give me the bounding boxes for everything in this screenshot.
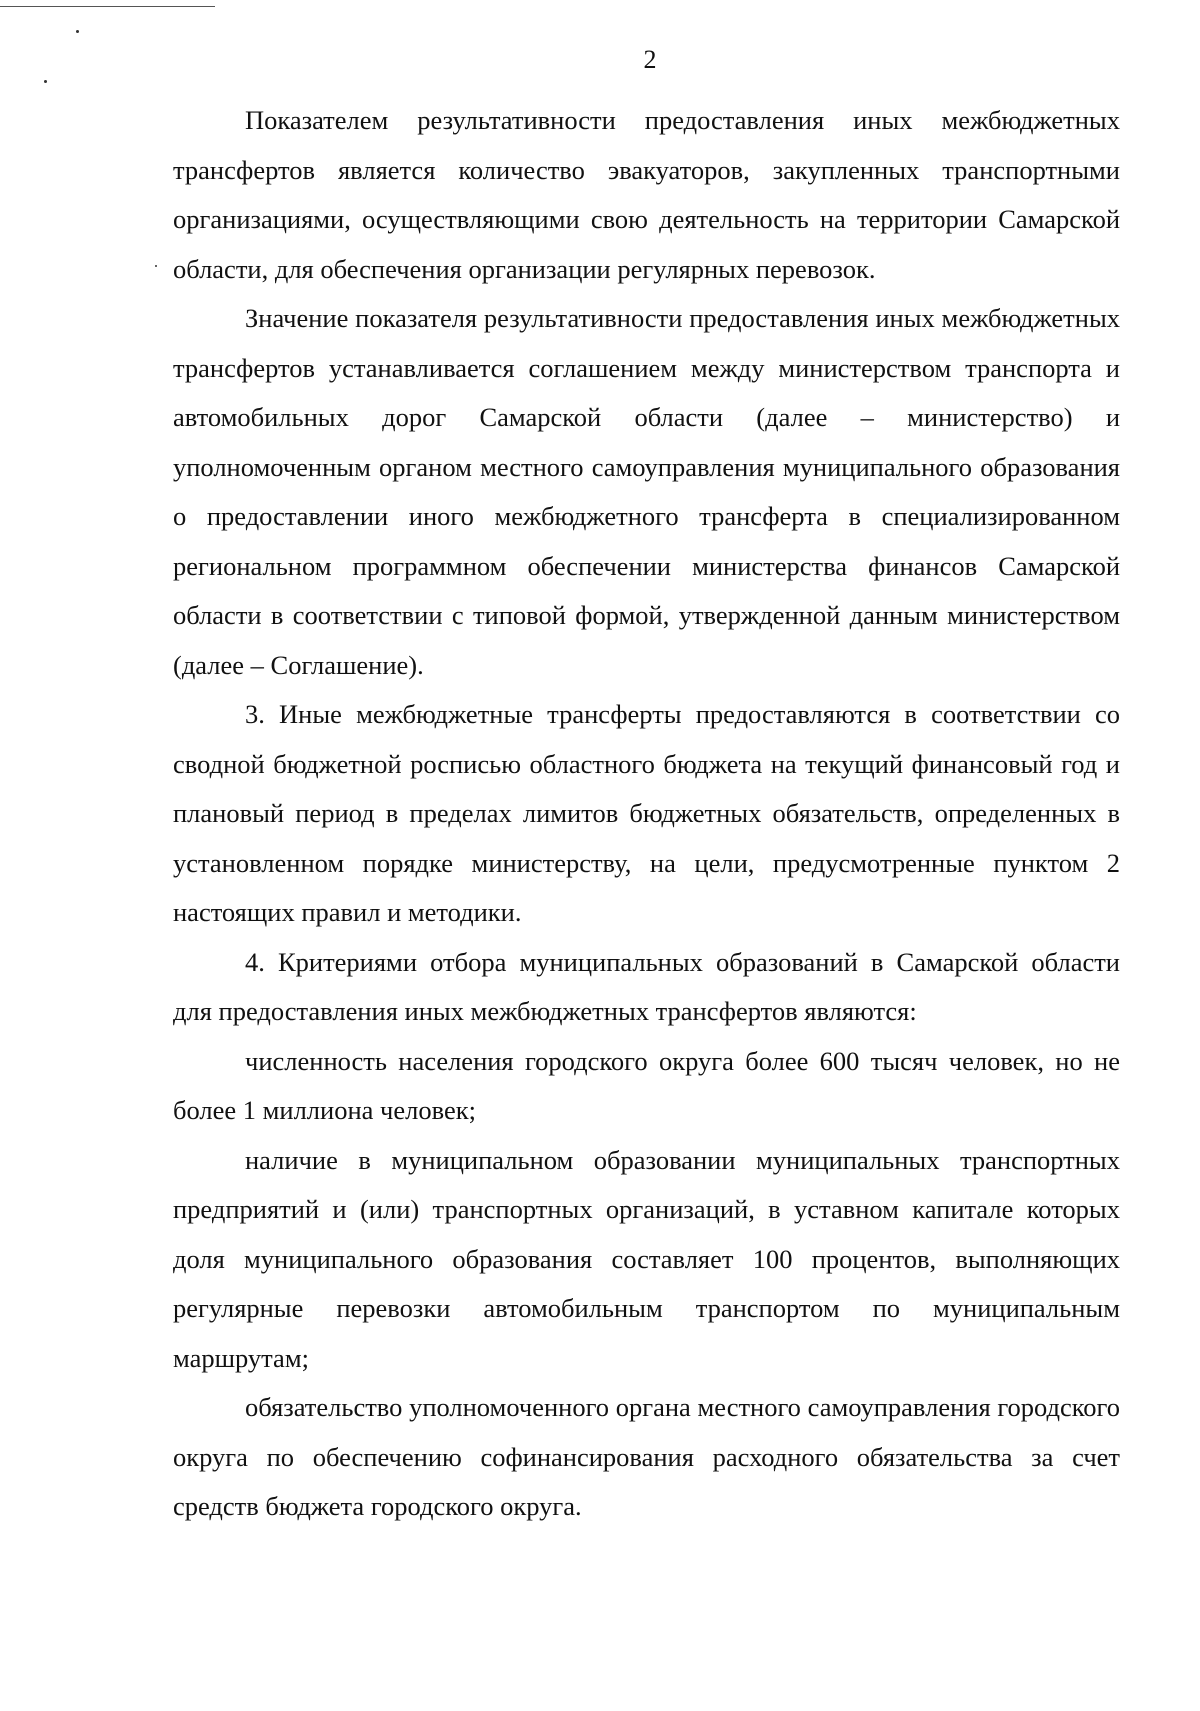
scan-top-edge-line [0,6,215,7]
document-body [173,96,1120,1532]
paragraph-criterion-enterprises: наличие в муниципальном образовании муниципальных транспортных предприятий и (или) транспортных организаций, в уставном капитале которых доля муниципального образования составляет 100 процентов, выполняющих регулярные перевозки автомобильным транспортом по муниципальным маршрутам; [173,1144,1120,1373]
paragraph-indicator-value: Значение показателя результативности предоставления иных межбюджетных трансфертов устанавливается соглашением между министерством транспорта и автомобильных дорог Самарской области (далее – министерство) и уполномоченным органом местного самоуправления муниципального образования о предоставлении иного межбюджетного трансферта в специализированном региональном программном обеспечении министерства финансов Самарской области в соответствии с типовой формой, утвержденной данным министерством (далее – Соглашение). [173,303,1120,680]
paragraph-item-4: 4. Критериями отбора муниципальных образований в Самарской области для предоставления иных межбюджетных трансфертов являются: [173,946,1120,1026]
scan-speck [44,80,47,83]
paragraph-performance-indicator: Показателем результативности предоставления иных межбюджетных трансфертов является количество эвакуаторов, закупленных транспортными организациями, осуществляющими свою деятельность на территории Самарской области, для обеспечения организации регулярных перевозок. [173,105,1120,284]
paragraph-item-3: 3. Иные межбюджетные трансферты предоставляются в соответствии со сводной бюджетной росписью областного бюджета на текущий финансовый год и плановый период в пределах лимитов бюджетных обязательств, определенных в установленном порядке министерству, на цели, предусмотренные пунктом 2 настоящих правил и методики. [173,699,1120,927]
scan-speck [155,265,157,267]
page-number: 2 [643,45,657,74]
scan-speck [76,30,79,33]
paragraph-criterion-cofinancing: обязательство уполномоченного органа местного самоуправления городского округа по обеспечению софинансирования расходного обязательства за счет средств бюджета городского округа. [173,1392,1120,1521]
paragraph-criterion-population: численность населения городского округа более 600 тысяч человек, но не более 1 миллиона человек; [173,1045,1120,1125]
